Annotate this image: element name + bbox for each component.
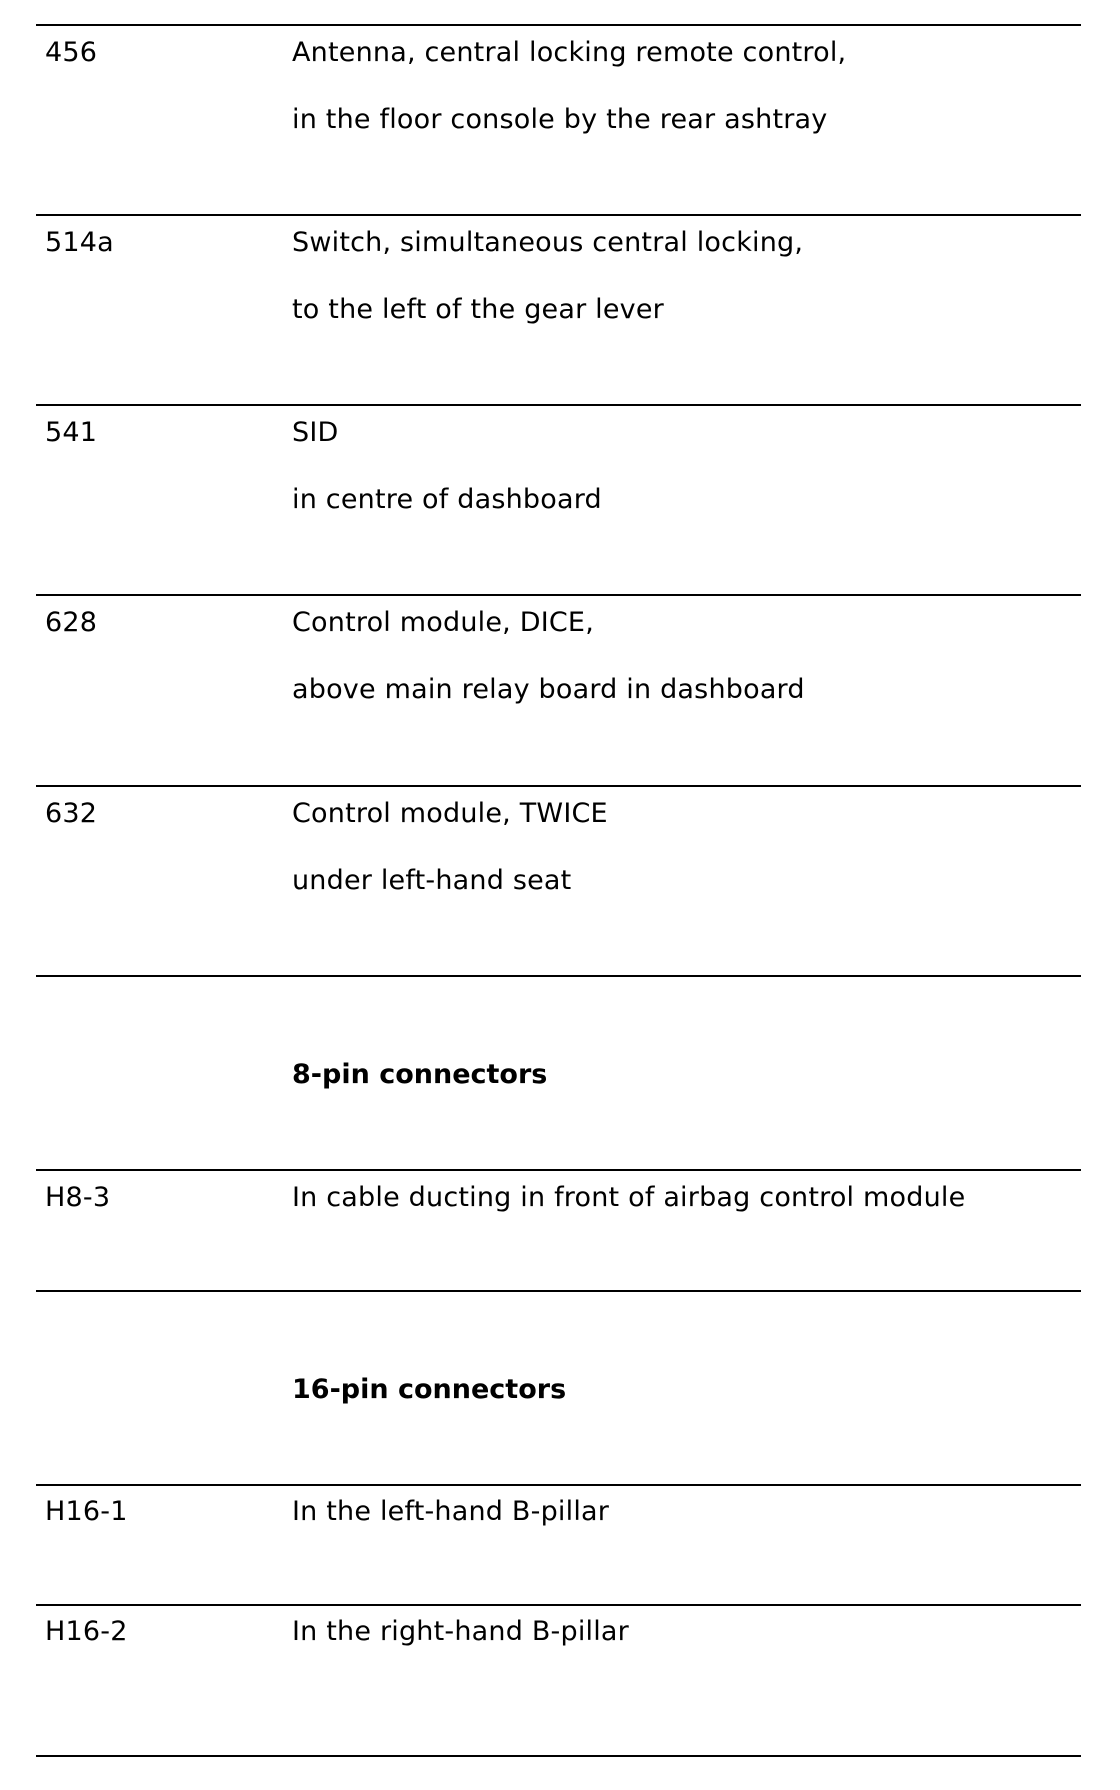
- table-rule: [36, 785, 1081, 787]
- table-rule: [36, 214, 1081, 216]
- table-rule: [36, 1169, 1081, 1171]
- connector-location: In the right-hand B-pillar: [292, 1616, 629, 1647]
- component-location: to the left of the gear lever: [292, 294, 664, 325]
- table-rule: [36, 1755, 1081, 1757]
- connector-location: In the left-hand B-pillar: [292, 1496, 610, 1527]
- table-rule: [36, 24, 1081, 26]
- component-code: 632: [45, 798, 98, 829]
- table-rule: [36, 975, 1081, 977]
- component-name: Antenna, central locking remote control,: [292, 37, 847, 68]
- section-heading: 8-pin connectors: [292, 1059, 548, 1090]
- component-code: 541: [45, 417, 98, 448]
- connector-code: H16-1: [45, 1496, 128, 1527]
- component-location: in centre of dashboard: [292, 484, 602, 515]
- component-code: 628: [45, 607, 98, 638]
- section-heading: 16-pin connectors: [292, 1374, 567, 1405]
- component-code: 514a: [45, 227, 114, 258]
- connector-code: H16-2: [45, 1616, 128, 1647]
- component-name: Control module, TWICE: [292, 798, 608, 829]
- connector-location: In cable ducting in front of airbag control module: [292, 1182, 966, 1213]
- component-location: under left-hand seat: [292, 865, 572, 896]
- connector-code: H8-3: [45, 1182, 111, 1213]
- table-rule: [36, 594, 1081, 596]
- component-location: in the floor console by the rear ashtray: [292, 104, 828, 135]
- component-code: 456: [45, 37, 98, 68]
- component-name: Control module, DICE,: [292, 607, 594, 638]
- table-rule: [36, 1604, 1081, 1606]
- component-location: above main relay board in dashboard: [292, 674, 805, 705]
- table-rule: [36, 1484, 1081, 1486]
- table-rule: [36, 1290, 1081, 1292]
- component-name: SID: [292, 417, 339, 448]
- component-name: Switch, simultaneous central locking,: [292, 227, 804, 258]
- table-rule: [36, 404, 1081, 406]
